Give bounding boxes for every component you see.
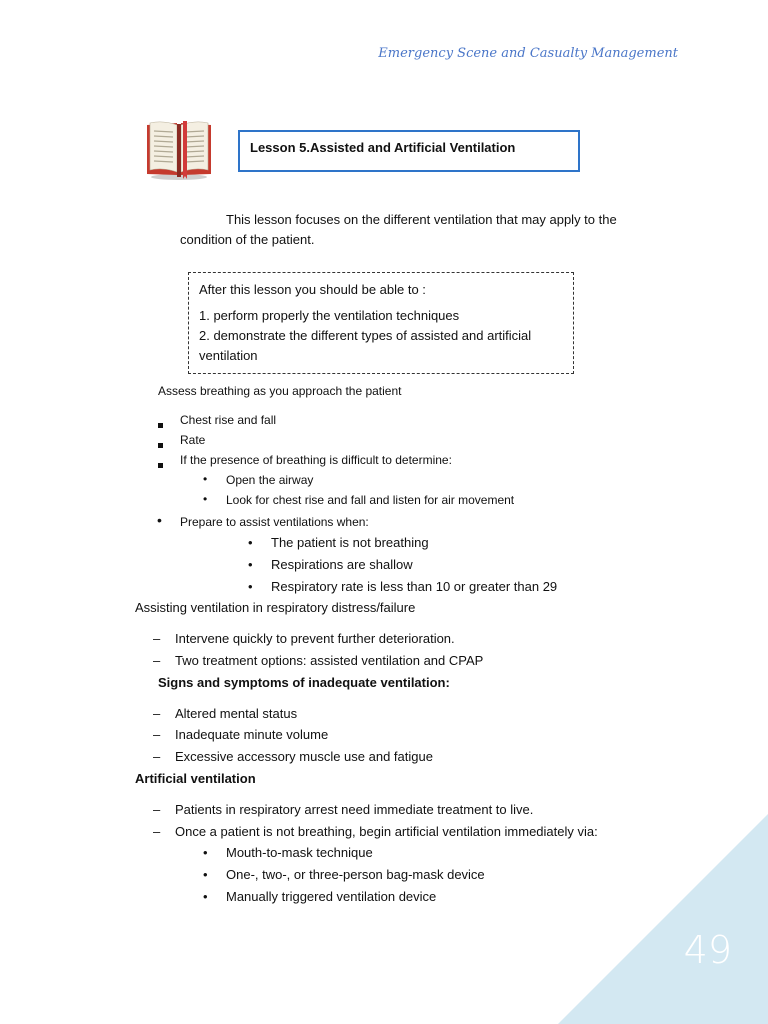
list-item: Mouth-to-mask technique xyxy=(226,845,373,860)
bullet-icon: • xyxy=(203,472,208,486)
intro-line-2: condition of the patient. xyxy=(180,232,315,247)
dash-bullet-icon: – xyxy=(153,749,161,764)
list-item: Respirations are shallow xyxy=(271,557,413,572)
dash-bullet-icon: – xyxy=(153,802,161,817)
list-item: Intervene quickly to prevent further deterioration. xyxy=(175,631,455,646)
list-item: Patients in respiratory arrest need immediate treatment to live. xyxy=(175,802,534,817)
list-item: Respiratory rate is less than 10 or greater than 29 xyxy=(271,579,558,594)
bullet-icon: • xyxy=(157,512,162,528)
open-book-icon xyxy=(143,119,215,181)
page-number: 49 xyxy=(683,928,732,972)
assess-heading: Assess breathing as you approach the patient xyxy=(158,384,402,398)
objective-2a: 2. demonstrate the different types of assisted and artificial xyxy=(199,328,532,343)
objective-1: 1. perform properly the ventilation techniques xyxy=(199,308,460,323)
dash-bullet-icon: – xyxy=(153,653,161,668)
intro-line-1: This lesson focuses on the different ventilation that may apply to the xyxy=(226,212,617,227)
square-bullet-icon xyxy=(158,417,163,435)
list-item: If the presence of breathing is difficult to determine: xyxy=(180,453,452,467)
list-item: Inadequate minute volume xyxy=(175,727,329,742)
bullet-icon: • xyxy=(203,889,208,904)
corner-triangle xyxy=(558,814,768,1024)
prepare-heading: Prepare to assist ventilations when: xyxy=(180,515,369,529)
bullet-icon: • xyxy=(248,557,253,572)
list-item: Chest rise and fall xyxy=(180,413,277,427)
artificial-heading: Artificial ventilation xyxy=(135,771,256,786)
list-item: Two treatment options: assisted ventilation and CPAP xyxy=(175,653,484,668)
list-item: Excessive accessory muscle use and fatigue xyxy=(175,749,433,764)
bullet-icon: • xyxy=(203,845,208,860)
running-header: Emergency Scene and Casualty Management xyxy=(378,46,678,61)
list-item: Look for chest rise and fall and listen for air movement xyxy=(226,493,515,507)
objective-2b: ventilation xyxy=(199,348,258,363)
list-item: Once a patient is not breathing, begin artificial ventilation immediately via: xyxy=(175,824,598,839)
list-item: One-, two-, or three-person bag-mask device xyxy=(226,867,485,882)
bullet-icon: • xyxy=(203,492,208,506)
square-bullet-icon xyxy=(158,437,163,455)
list-item: The patient is not breathing xyxy=(271,535,429,550)
assisting-heading: Assisting ventilation in respiratory distress/failure xyxy=(135,600,416,615)
dash-bullet-icon: – xyxy=(153,631,161,646)
list-item: Manually triggered ventilation device xyxy=(226,889,437,904)
bullet-icon: • xyxy=(203,867,208,882)
intro-paragraph xyxy=(180,210,660,250)
list-item: Open the airway xyxy=(226,473,314,487)
list-item: Rate xyxy=(180,433,206,447)
signs-heading: Signs and symptoms of inadequate ventilation: xyxy=(158,675,450,690)
list-item: Altered mental status xyxy=(175,706,298,721)
bullet-icon: • xyxy=(248,579,253,594)
square-bullet-icon xyxy=(158,457,163,475)
lesson-title: Lesson 5.Assisted and Artificial Ventilation xyxy=(250,140,516,155)
dash-bullet-icon: – xyxy=(153,706,161,721)
bullet-icon: • xyxy=(248,535,253,550)
objectives-box xyxy=(188,272,574,374)
dash-bullet-icon: – xyxy=(153,824,161,839)
dash-bullet-icon: – xyxy=(153,727,161,742)
objectives-heading: After this lesson you should be able to : xyxy=(199,282,426,297)
lesson-title-box xyxy=(238,130,580,172)
